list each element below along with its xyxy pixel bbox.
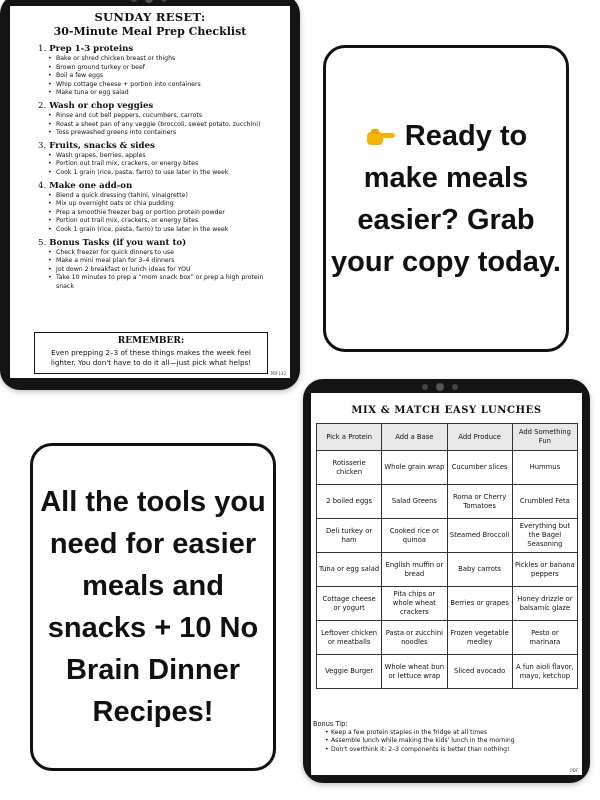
table-cell: Pesto or marinara	[512, 621, 577, 655]
table-row	[317, 485, 578, 519]
table-cell: Salad Greens	[382, 485, 447, 519]
section-heading-text: Wash or chop veggies	[49, 100, 154, 111]
checklist-items	[40, 192, 282, 235]
bonus-tips	[313, 720, 578, 754]
bonus-tips-list	[313, 729, 578, 755]
lunches-screen	[311, 393, 582, 775]
tablet-camera	[452, 384, 458, 390]
table-cell: Pita chips or whole wheat crackers	[382, 587, 447, 621]
checklist-items	[40, 249, 282, 292]
section-heading-text: Prep 1-3 proteins	[49, 44, 134, 54]
section-heading-text: Bonus Tasks (if you want to)	[49, 237, 187, 248]
corner-mark: PDF	[570, 768, 578, 773]
table-cell: A fun aioli flavor, mayo, ketchup	[512, 655, 577, 689]
checklist-title: SUNDAY RESET:	[94, 10, 206, 24]
lunches-title: MIX & MATCH EASY LUNCHES	[351, 405, 542, 416]
tools-callout-text: All the tools you need for easier meals and snacks + 10 No Brain Dinner Recipes!	[40, 486, 266, 728]
table-cell: Steamed Broccoli	[447, 519, 512, 553]
remember-text: Even prepping 2–3 of these things makes the week feel lighter. You don't have to do it all—just pick what helps!	[50, 348, 252, 367]
checklist-item: • Portion out trail mix, crackers, or energy bites	[48, 217, 282, 226]
checklist-item: • Make tuna or egg salad	[48, 89, 282, 98]
checklist-items	[40, 55, 282, 98]
table-cell: Pasta or zucchini noodles	[382, 621, 447, 655]
table-cell: Deli turkey or ham	[317, 519, 382, 553]
tools-callout	[30, 443, 276, 771]
bonus-tips-heading: Bonus Tip:	[313, 720, 348, 728]
checklist-item: • Cook 1 grain (rice, pasta, farro) to use later in the week	[48, 169, 282, 178]
tablet-camera	[436, 383, 444, 391]
checklist-section-heading	[38, 238, 282, 248]
table-row	[317, 621, 578, 655]
checklist-section-heading	[38, 101, 282, 111]
table-cell: Everything but the Bagel Seasoning	[512, 519, 577, 553]
table-cell: Crumbled Feta	[512, 485, 577, 519]
table-cell: Whole grain wrap	[382, 451, 447, 485]
checklist-item: • Toss prewashed greens into containers	[48, 129, 282, 138]
table-cell: Cucumber slices	[447, 451, 512, 485]
checklist-item: • Mix up overnight oats or chia pudding	[48, 200, 282, 209]
section-number: 1.	[38, 44, 47, 54]
ready-callout-text	[326, 115, 566, 283]
checklist-items	[40, 152, 282, 178]
remember-heading: REMEMBER:	[117, 336, 185, 346]
table-row	[317, 553, 578, 587]
pointing-hand-icon	[365, 117, 397, 137]
checklist-item: • Jot down 2 breakfast or lunch ideas for YOU	[48, 266, 282, 275]
checklist-item: • Cook 1 grain (rice, pasta, farro) to use later in the week	[48, 226, 282, 235]
checklist-section-heading	[38, 44, 282, 54]
tablet-camera	[131, 0, 137, 2]
table-cell: Leftover chicken or meatballs	[317, 621, 382, 655]
table-cell: English muffin or bread	[382, 553, 447, 587]
tablet-camera	[161, 0, 167, 2]
checklist-subtitle: 30-Minute Meal Prep Checklist	[53, 25, 247, 38]
bonus-tip-item: • Assemble lunch while making the kids' lunch in the morning	[325, 737, 578, 746]
section-heading-text: Make one add-on	[49, 180, 133, 191]
checklist-item: • Bake or shred chicken breast or thighs	[48, 55, 282, 64]
section-number: 3.	[38, 140, 47, 151]
ready-callout	[323, 45, 569, 352]
table-row	[317, 655, 578, 689]
ready-callout-message: Ready to make meals easier? Grab your copy today.	[331, 119, 561, 278]
checklist-item: • Wash grapes, berries, apples	[48, 152, 282, 161]
lunches-tablet	[303, 379, 590, 783]
checklist-item: • Whip cottage cheese + portion into containers	[48, 81, 282, 90]
checklist-item: • Rinse and cut bell peppers, cucumbers, carrots	[48, 112, 282, 121]
checklist-item: • Brown ground turkey or beef	[48, 64, 282, 73]
checklist-screen	[10, 6, 290, 378]
tablet-camera	[422, 384, 428, 390]
checklist-items	[40, 112, 282, 138]
bonus-tip-item: • Don't overthink it: 2–3 components is better than nothing!	[325, 746, 578, 755]
table-row	[317, 451, 578, 485]
checklist-section-heading	[38, 141, 282, 151]
table-body	[317, 451, 578, 689]
table-cell: Tuna or egg salad	[317, 553, 382, 587]
lunches-table	[316, 423, 578, 689]
checklist-item: • Blend a quick dressing (tahini, vinaigrette)	[48, 192, 282, 201]
table-cell: Berries or grapes	[447, 587, 512, 621]
remember-box	[34, 332, 268, 374]
table-row	[317, 519, 578, 553]
table-cell: Cooked rice or quinoa	[382, 519, 447, 553]
section-number: 2.	[38, 100, 47, 111]
table-cell: Pickles or banana peppers	[512, 553, 577, 587]
table-cell: Rotisserie chicken	[317, 451, 382, 485]
table-header-cell: Pick a Protein	[317, 424, 382, 451]
checklist-item: • Portion out trail mix, crackers, or energy bites	[48, 160, 282, 169]
bonus-tip-item: • Keep a few protein staples in the fridge at all times	[325, 729, 578, 738]
tablet-camera	[145, 0, 153, 3]
checklist-body	[10, 44, 290, 291]
table-cell: Honey drizzle or balsamic glaze	[512, 587, 577, 621]
table-cell: Sliced avocado	[447, 655, 512, 689]
checklist-tablet	[0, 0, 300, 390]
checklist-item: • Make a mini meal plan for 3–4 dinners	[48, 257, 282, 266]
table-cell: Roma or Cherry Tomatoes	[447, 485, 512, 519]
table-cell: Whole wheat bun or lettuce wrap	[382, 655, 447, 689]
table-cell: Baby carrots	[447, 553, 512, 587]
table-cell: 2 boiled eggs	[317, 485, 382, 519]
checklist-item: • Take 10 minutes to prep a “mom snack box” or prep a high protein snack	[48, 274, 282, 291]
checklist-item: • Boil a few eggs	[48, 72, 282, 81]
table-cell: Hummus	[512, 451, 577, 485]
table-cell: Cottage cheese or yogurt	[317, 587, 382, 621]
section-number: 5.	[38, 237, 47, 248]
checklist-item: • Roast a sheet pan of any veggie (broccoli, sweet potato, zucchini)	[48, 121, 282, 130]
section-heading-text: Fruits, snacks & sides	[49, 140, 155, 151]
table-header-cell: Add Something Fun	[512, 424, 577, 451]
table-header-cell: Add Produce	[447, 424, 512, 451]
table-row	[317, 587, 578, 621]
corner-mark: PDF132	[270, 371, 286, 376]
checklist-item: • Prep a smoothie freezer bag or portion protein powder	[48, 209, 282, 218]
table-header-row	[317, 424, 578, 451]
table-cell: Frozen vegetable medley	[447, 621, 512, 655]
table-header-cell: Add a Base	[382, 424, 447, 451]
section-number: 4.	[38, 180, 47, 191]
checklist-section-heading	[38, 181, 282, 191]
checklist-item: • Check freezer for quick dinners to use	[48, 249, 282, 258]
table-cell: Veggie Burger	[317, 655, 382, 689]
